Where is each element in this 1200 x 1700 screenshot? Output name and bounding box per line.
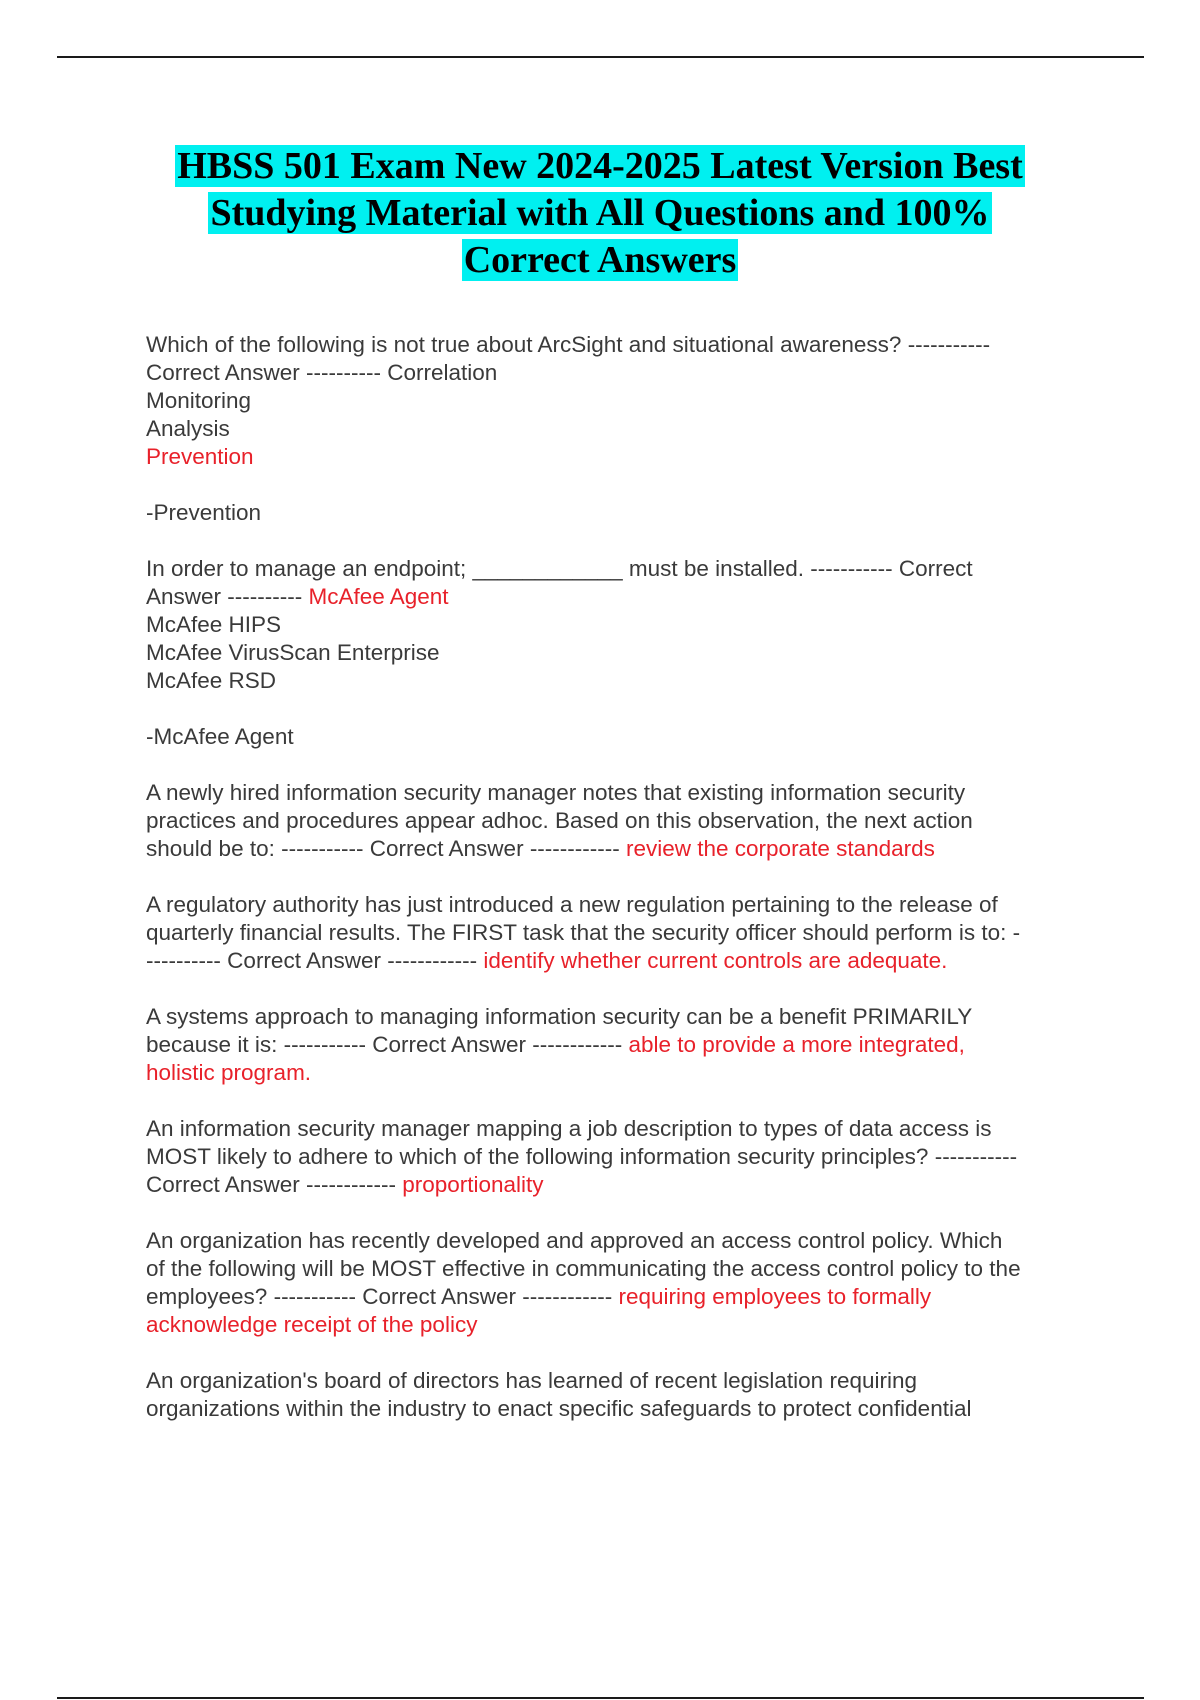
question-text: quarterly financial results. The FIRST task that the security officer should perform is to: - [146,920,1021,945]
question-text: McAfee RSD [146,668,277,693]
question-text: Analysis [146,416,230,441]
question-line [146,611,1096,639]
question-line [146,1227,1096,1255]
question-block [146,1003,1096,1087]
qa-content [146,331,1096,1451]
question-line [146,807,1096,835]
correct-answer-text: identify whether current controls are adequate. [483,948,948,973]
question-line [146,639,1096,667]
correct-answer-text: review the corporate standards [625,836,935,861]
question-line [146,1395,1096,1423]
question-text: MOST likely to adhere to which of the following information security principles? ----------- [146,1144,1018,1169]
question-line [146,443,1096,471]
question-block [146,779,1096,863]
question-text: An organization has recently developed and approved an access control policy. Which [146,1228,1003,1253]
question-block [146,555,1096,695]
question-line [146,415,1096,443]
question-text: ---------- Correct Answer ------------ [146,948,484,973]
question-text: A systems approach to managing information security can be a benefit PRIMARILY [146,1004,973,1029]
question-block [146,1367,1096,1423]
answer-summary: -Prevention [146,500,262,525]
correct-answer-text: acknowledge receipt of the policy [146,1312,478,1337]
question-text: McAfee VirusScan Enterprise [146,640,440,665]
bottom-rule [57,1697,1144,1699]
question-line [146,359,1096,387]
correct-answer-text: proportionality [402,1172,544,1197]
question-text: Monitoring [146,388,252,413]
question-text: practices and procedures appear adhoc. Based on this observation, the next action [146,808,973,833]
question-line [146,779,1096,807]
question-line [146,1031,1096,1059]
question-line [146,891,1096,919]
question-line [146,835,1096,863]
question-text: An organization's board of directors has learned of recent legislation requiring [146,1368,917,1393]
question-line [146,331,1096,359]
question-text: A regulatory authority has just introduced a new regulation pertaining to the release of [146,892,998,917]
page-title [100,143,1100,284]
top-rule [57,56,1144,58]
answer-summary: -McAfee Agent [146,724,294,749]
title-line: Studying Material with All Questions and 100% [210,192,990,234]
question-block [146,331,1096,471]
question-text: employees? ----------- Correct Answer ------------ [146,1284,619,1309]
question-text: In order to manage an endpoint; ____________ must be installed. ----------- Correct [146,556,973,581]
correct-answer-text: holistic program. [146,1060,312,1085]
question-text: because it is: ----------- Correct Answer ------------ [146,1032,629,1057]
question-text: McAfee HIPS [146,612,282,637]
question-text: Answer ---------- [146,584,309,609]
question-line [146,1059,1096,1087]
correct-answer-text: Prevention [146,444,254,469]
question-text: Correct Answer ---------- Correlation [146,360,498,385]
question-line [146,387,1096,415]
title-line: HBSS 501 Exam New 2024-2025 Latest Version Best [177,145,1023,187]
question-line [146,1171,1096,1199]
question-line [146,1283,1096,1311]
question-line [146,555,1096,583]
question-line [146,947,1096,975]
question-block [146,1115,1096,1199]
correct-answer-text: McAfee Agent [308,584,449,609]
question-text: of the following will be MOST effective in communicating the access control policy to the [146,1256,1021,1281]
question-line [146,667,1096,695]
question-block [146,891,1096,975]
question-line [146,1255,1096,1283]
correct-answer-text: requiring employees to formally [618,1284,932,1309]
question-line [146,919,1096,947]
question-text: organizations within the industry to enact specific safeguards to protect confidential [146,1396,972,1421]
question-line [146,1367,1096,1395]
question-line [146,1311,1096,1339]
question-line [146,1003,1096,1031]
question-text: Which of the following is not true about ArcSight and situational awareness? ----------- [146,332,991,357]
question-line [146,1143,1096,1171]
question-text: Correct Answer ------------ [146,1172,403,1197]
question-line [146,1115,1096,1143]
question-text: A newly hired information security manager notes that existing information security [146,780,966,805]
question-line [146,583,1096,611]
question-text: An information security manager mapping a job description to types of data access is [146,1116,992,1141]
question-block [146,1227,1096,1339]
correct-answer-text: able to provide a more integrated, [628,1032,965,1057]
question-text: should be to: ----------- Correct Answer ------------ [146,836,626,861]
title-line: Correct Answers [463,239,737,281]
